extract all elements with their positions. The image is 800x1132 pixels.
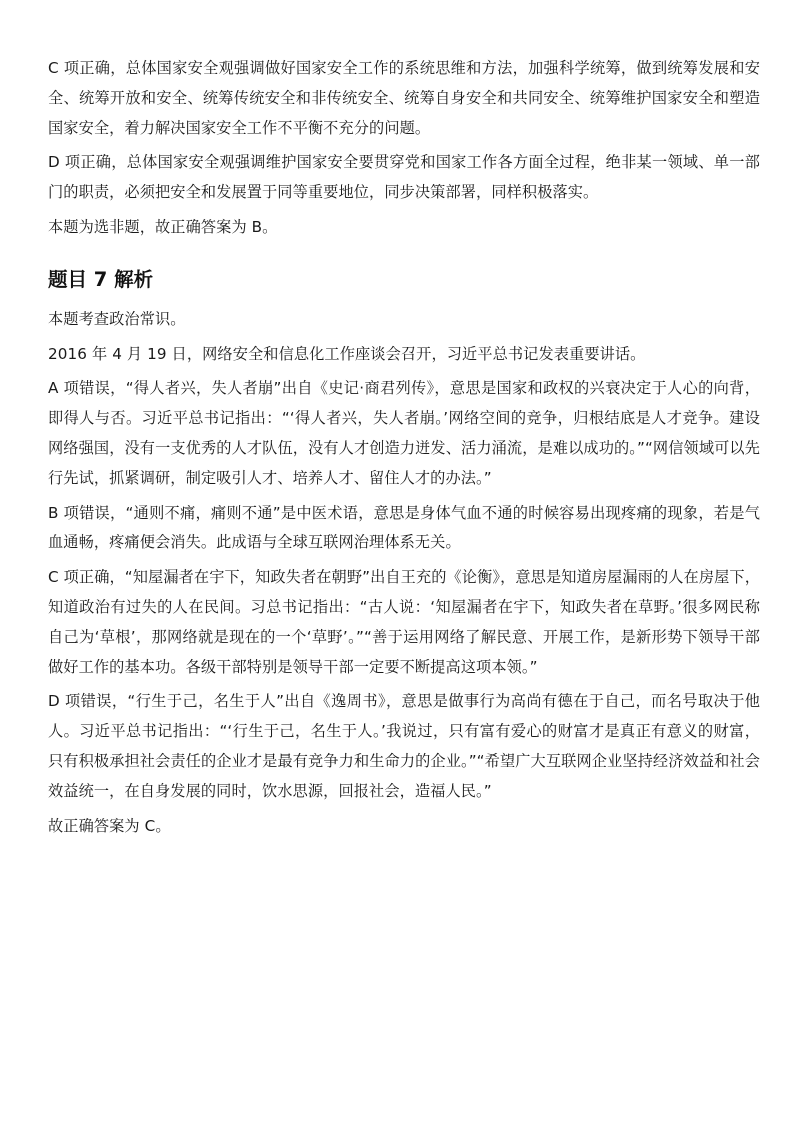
answer-conclusion-q7: 故正确答案为 C。: [48, 816, 171, 835]
option-c-analysis-q7: C 项正确，“知屋漏者在宇下，知政失者在朝野”出自王充的《论衡》，意思是知道房屋漏雨的人在房屋下，知道政治有过失的人在民间。习总书记指出：“古人说：‘知屋漏者在宇下，知政失者在草野。’很多网民称自己为‘草根’，那网络就是现在的一个‘草野’。”“善于运用网络了解民意、开展工作，是新形势下领导干部做好工作的基本功。各级干部特别是领导干部一定要不断提高这项本领。”: [48, 568, 760, 676]
topic-intro-q7: 本题考查政治常识。: [48, 309, 186, 328]
option-d-analysis-q6: D 项正确，总体国家安全观强调维护国家安全要贯穿党和国家工作各方面全过程，绝非某一领域、单一部门的职责，必须把安全和发展置于同等重要地位，同步决策部署，同样积极落实。: [48, 153, 760, 202]
answer-conclusion-q6: 本题为选非题，故正确答案为 B。: [48, 217, 278, 236]
option-d-analysis-q7: D 项错误，“行生于己，名生于人”出自《逸周书》，意思是做事行为高尚有德在于自己，而名号取决于他人。习近平总书记指出：“‘行生于己，名生于人。’我说过，只有富有爱心的财富才是真正有意义的财富，只有积极承担社会责任的企业才是最有竞争力和生命力的企业。”“希望广大互联网企业坚持经济效益和社会效益统一，在自身发展的同时，饮水思源，回报社会，造福人民。”: [48, 692, 760, 800]
option-b-analysis-q7: B 项错误，“通则不痛，痛则不通”是中医术语，意思是身体气血不通的时候容易出现疼痛的现象，若是气血通畅，疼痛便会消失。此成语与全球互联网治理体系无关。: [48, 503, 760, 552]
document-page: [48, 54, 760, 846]
background-q7: 2016 年 4 月 19 日，网络安全和信息化工作座谈会召开，习近平总书记发表重要讲话。: [48, 344, 646, 363]
section-heading-q7: 题目 7 解析: [48, 267, 154, 291]
option-a-analysis-q7: A 项错误，“得人者兴，失人者崩”出自《史记·商君列传》，意思是国家和政权的兴衰决定于人心的向背，即得人与否。习近平总书记指出：“‘得人者兴，失人者崩。’网络空间的竞争，归根结底是人才竞争。建设网络强国，没有一支优秀的人才队伍，没有人才创造力迸发、活力涌流，是难以成功的。”“网信领域可以先行先试，抓紧调研，制定吸引人才、培养人才、留住人才的办法。”: [48, 379, 760, 487]
option-c-analysis-q6: C 项正确，总体国家安全观强调做好国家安全工作的系统思维和方法，加强科学统筹，做到统筹发展和安全、统筹开放和安全、统筹传统安全和非传统安全、统筹自身安全和共同安全、统筹维护国家安全和塑造国家安全，着力解决国家安全工作不平衡不充分的问题。: [48, 59, 760, 137]
